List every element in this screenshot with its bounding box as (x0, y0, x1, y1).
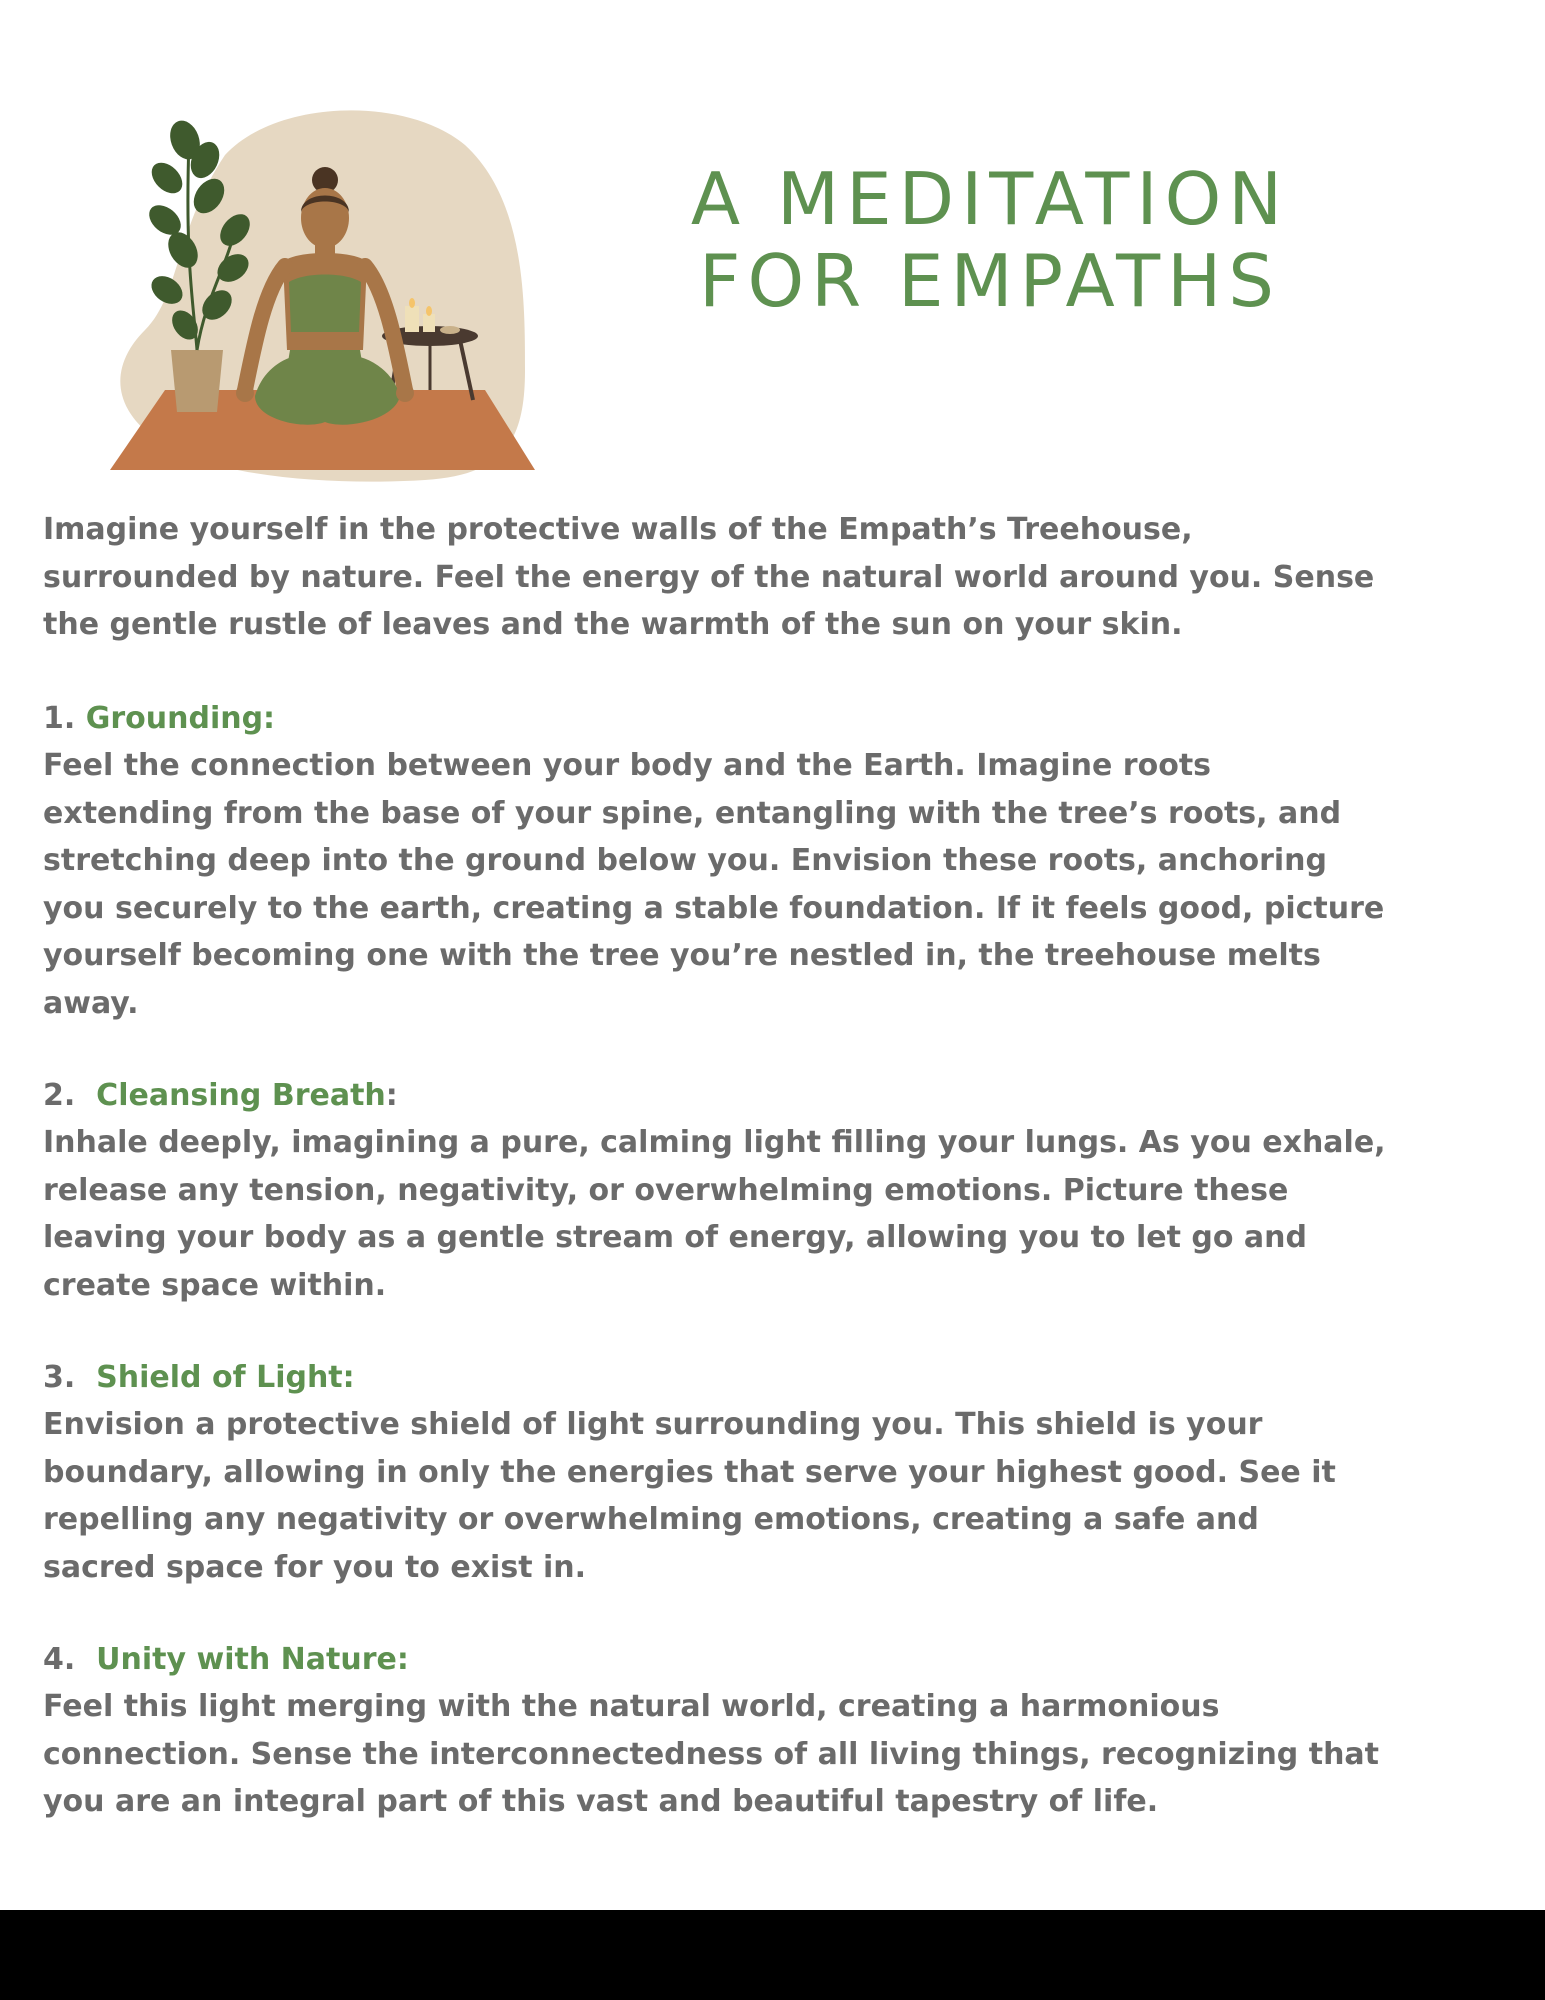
section-body-cleansing-breath: Inhale deeply, imagining a pure, calming light filling your lungs. As you exhale, release any tension, negativity, or overwhelming emotions. Picture these leaving your body as a gentle stream of energy, allowing you to let go and create space within. (43, 1125, 1386, 1303)
title-line-1: A MEDITATION (690, 157, 1290, 241)
section-heading-unity-with-nature (43, 1636, 1443, 1684)
page-title (600, 158, 1380, 322)
section-number: 1. (43, 701, 86, 736)
section-title: Cleansing Breath (96, 1078, 386, 1113)
bottom-black-bar (0, 1910, 1545, 2000)
section-title: Grounding: (85, 701, 276, 736)
section-number: 3. (43, 1360, 97, 1395)
section-number: 2. (43, 1078, 97, 1113)
section-title: Shield of Light: (96, 1360, 355, 1395)
section-heading-cleansing-breath (43, 1072, 1443, 1120)
section-body-unity-with-nature: Feel this light merging with the natural world, creating a harmonious connection. Sense the interconnectedness of all living things, recognizing that you are an integral part of this vast and beautiful tapestry of life. (43, 1689, 1380, 1819)
intro-paragraph: Imagine yourself in the protective walls of the Empath’s Treehouse, surrounded by nature. Feel the energy of the natural world around you. Sense the gentle rustle of leaves and the warmth of the sun on your skin. (43, 512, 1375, 642)
section-title: Unity with Nature: (96, 1642, 409, 1677)
section-body-grounding: Feel the connection between your body and the Earth. Imagine roots extending from the base of your spine, entangling with the tree’s roots, and stretching deep into the ground below you. Envision these roots, anchoring you securely to the earth, creating a stable foundation. If it feels good, picture yourself becoming one with the tree you’re nestled in, the treehouse melts away. (43, 748, 1385, 1021)
title-line-2: FOR EMPATHS (699, 239, 1281, 323)
section-number: 4. (43, 1642, 97, 1677)
section-title-suffix: : (385, 1078, 398, 1113)
section-body-shield-of-light: Envision a protective shield of light surrounding you. This shield is your boundary, allowing in only the energies that serve your highest good. See it repelling any negativity or overwhelming emotions, creating a safe and sacred space for you to exist in. (43, 1407, 1336, 1585)
section-heading-shield-of-light (43, 1354, 1443, 1402)
section-heading-grounding (43, 695, 1443, 743)
meditation-illustration (105, 100, 545, 485)
